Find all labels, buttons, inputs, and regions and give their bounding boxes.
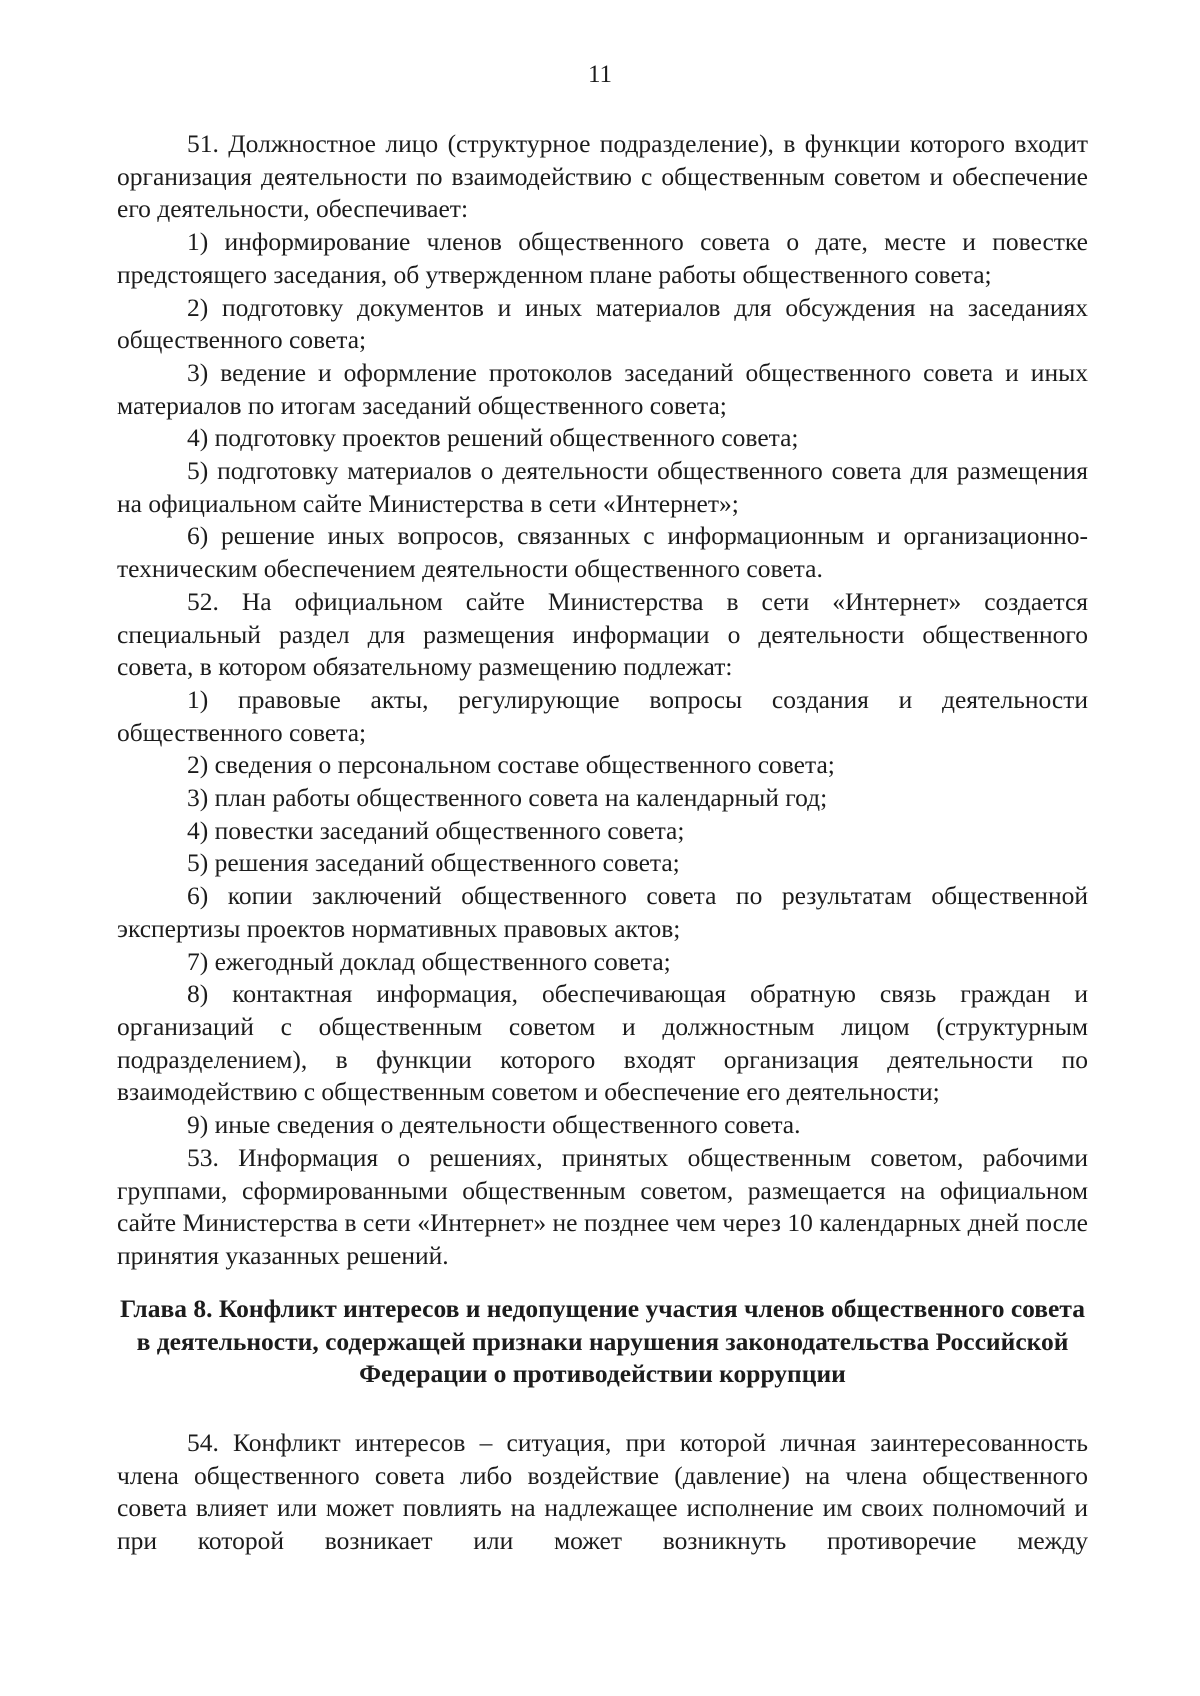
list-item: 1) правовые акты, регулирующие вопросы создания и деятельности общественного совета; <box>117 684 1088 747</box>
list-item: 6) копии заключений общественного совета по результатам общественной экспертизы проектов нормативных правовых актов; <box>117 881 1088 943</box>
list-item: 3) ведение и оформление протоколов заседаний общественного совета и иных материалов по итогам заседаний общественного совета; <box>117 357 1088 420</box>
list-item: 7) ежегодный доклад общественного совета; <box>187 946 671 976</box>
body-text-continued <box>117 1427 1088 1558</box>
paragraph-53: 53. Информация о решениях, принятых общественным советом, рабочими группами, сформированными общественным советом, размещается на официальном сайте Министерства в сети «Интернет» не позднее чем через 10 календарных дней после принятия указанных решений. <box>117 1142 1088 1270</box>
list-item: 5) решения заседаний общественного совета; <box>187 848 680 878</box>
list-item: 4) подготовку проектов решений общественного совета; <box>187 423 799 453</box>
list-item: 8) контактная информация, обеспечивающая обратную связь граждан и организаций с общественным советом и должностным лицом (структурным подразделением), в функции которого входят организация деятельности по взаимодействию с общественным советом и обеспечение его деятельности; <box>117 979 1088 1107</box>
list-item: 6) решение иных вопросов, связанных с информационным и организационно-техническим обеспечением деятельности общественного совета. <box>117 521 1088 584</box>
list-item: 4) повестки заседаний общественного совета; <box>187 815 685 845</box>
list-item: 2) сведения о персональном составе общественного совета; <box>187 750 835 780</box>
page-number: 11 <box>587 61 613 88</box>
list-item: 9) иные сведения о деятельности общественного совета. <box>187 1110 801 1140</box>
paragraph-54: 54. Конфликт интересов – ситуация, при которой личная заинтересованность члена общественного совета либо воздействие (давление) на члена общественного совета влияет или может повлиять на надлежащее исполнение им своих полномочий и при которой возникает или может возникнуть противоречие между <box>117 1428 1088 1556</box>
list-item: 1) информирование членов общественного совета о дате, месте и повестке предстоящего заседания, об утвержденном плане работы общественного совета; <box>117 227 1088 289</box>
list-item: 5) подготовку материалов о деятельности общественного совета для размещения на официальном сайте Министерства в сети «Интернет»; <box>117 456 1088 518</box>
paragraph-52: 52. На официальном сайте Министерства в сети «Интернет» создается специальный раздел для размещения информации о деятельности общественного совета, в котором обязательному размещению подлежат: <box>117 586 1088 682</box>
body-text <box>117 128 1088 1273</box>
chapter-heading: Глава 8. Конфликт интересов и недопущение участия членов общественного совета в деятельности, содержащей признаки нарушения законодательства Российской Федерации о противодействии коррупции <box>120 1294 1085 1389</box>
list-item: 2) подготовку документов и иных материалов для обсуждения на заседаниях общественного совета; <box>117 292 1088 355</box>
list-item: 3) план работы общественного совета на календарный год; <box>187 783 828 813</box>
paragraph-51: 51. Должностное лицо (структурное подразделение), в функции которого входит организация деятельности по взаимодействию с общественным советом и обеспечение его деятельности, обеспечивает: <box>117 129 1088 224</box>
